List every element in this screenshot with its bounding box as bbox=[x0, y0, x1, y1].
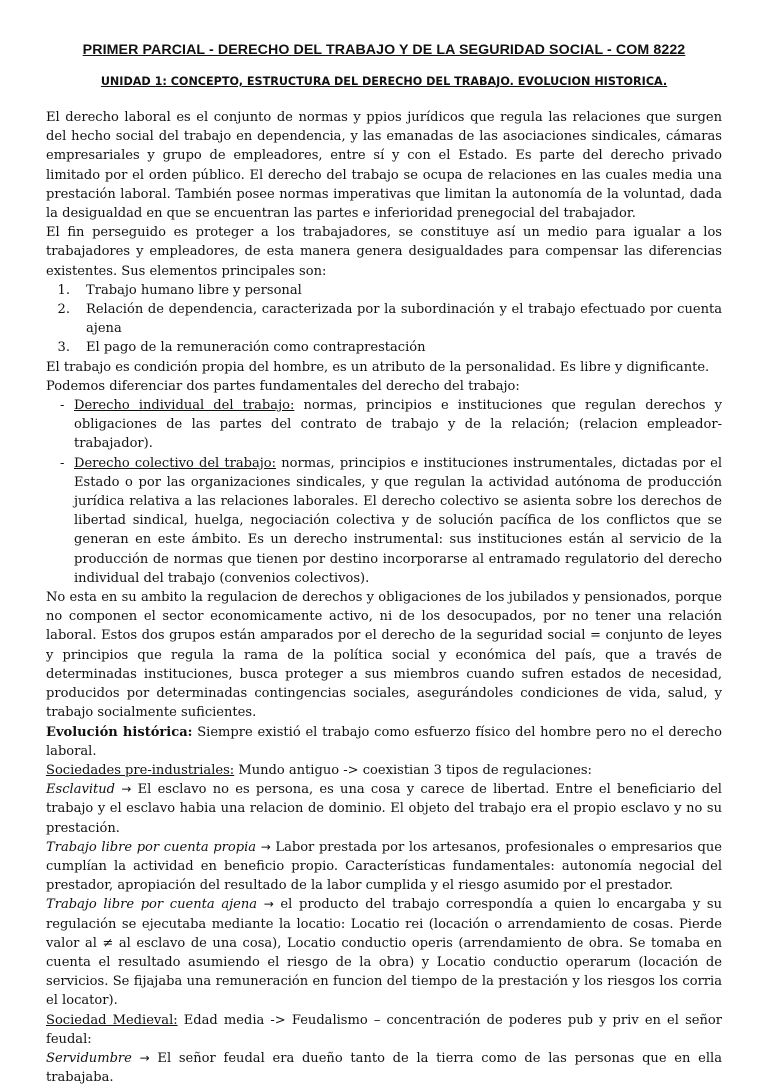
document-body bbox=[46, 108, 722, 1087]
parts-list bbox=[46, 396, 722, 588]
arrow-icon: → bbox=[139, 1050, 150, 1065]
list-item-text: Trabajo humano libre y personal bbox=[86, 282, 302, 298]
paragraph-social-security: No esta en su ambito la regulacion de derechos y obligaciones de los jubilados y pensionados, porque no componen el sector economicamente activo, ni de los desocupados, por no tener una relación laboral. Estos dos grupos están amparados por el derecho de la seguridad social = conjunto de leyes y principios que regula la rama de la política social y económica del país, que a través de determinadas instituciones, busca proteger a sus miembros cuando sufren estados de necesidad, producidos por determinadas contingencias sociales, asegurándoles condiciones de vida, salud, y trabajo socialmente suficientes. bbox=[46, 590, 722, 721]
list-item-text: Relación de dependencia, caracterizada por la subordinación y el trabajo efectuado por cuenta ajena bbox=[86, 302, 722, 337]
list-item-text: El pago de la remuneración como contraprestación bbox=[86, 340, 426, 356]
own-account-text: Labor prestada por los artesanos, profesionales o empresarios que cumplían la actividad en beneficio propio. Características fundamentales: autonomía negocial del prestador, apropiación del resultado de la labor cumplida y el riesgo asumido por el prestador. bbox=[46, 839, 722, 894]
document-title: PRIMER PARCIAL - DERECHO DEL TRABAJO Y DE LA SEGURIDAD SOCIAL - COM 8222 bbox=[82, 42, 686, 58]
paragraph-third-party-account bbox=[46, 895, 722, 1010]
medieval-label: Sociedad Medieval: bbox=[46, 1012, 178, 1028]
list-item bbox=[46, 300, 722, 338]
term-individual: Derecho individual del trabajo: bbox=[74, 398, 295, 414]
arrow-icon: → bbox=[260, 839, 271, 854]
servitude-label: Servidumbre bbox=[46, 1050, 132, 1066]
paragraph-evolution bbox=[46, 723, 722, 761]
list-item-text bbox=[74, 396, 722, 454]
third-party-text: el producto del trabajo correspondía a quien lo encargaba y su regulación se ejecutaba mediante la locatio: Locatio rei (locación o arrendamiento de cosas. Pierde valor al ≠ al esclavo de una cosa), Locatio conductio operis (arrendamiento de obra. Se tomaba en cuenta el resultado asumiendo el riesgo de la obra) y Locatio conductio operarum (locación de servicios. Se fijajaba una remuneración en funcion del tiempo de la prestación y los riesgos los corria el locator). bbox=[46, 897, 722, 1009]
list-item bbox=[46, 338, 722, 357]
own-account-label: Trabajo libre por cuenta propia bbox=[46, 839, 257, 855]
preindustrial-text: Mundo antiguo -> coexistian 3 tipos de regulaciones: bbox=[234, 762, 592, 778]
list-number: 1. bbox=[57, 282, 70, 298]
paragraph-medieval bbox=[46, 1011, 722, 1049]
paragraph-parts-intro: Podemos diferenciar dos partes fundamentales del derecho del trabajo: bbox=[46, 378, 520, 394]
paragraph-slavery bbox=[46, 780, 722, 838]
evolution-label: Evolución histórica: bbox=[46, 724, 193, 740]
arrow-icon: → bbox=[121, 782, 132, 797]
term-collective: Derecho colectivo del trabajo: bbox=[74, 455, 277, 471]
third-party-label: Trabajo libre por cuenta ajena bbox=[46, 897, 258, 913]
unit-heading: UNIDAD 1: CONCEPTO, ESTRUCTURA DEL DERECHO DEL TRABAJO. EVOLUCION HISTORICA. bbox=[100, 75, 668, 88]
arrow-icon: → bbox=[263, 897, 274, 912]
list-item-text bbox=[74, 454, 722, 588]
servitude-text: El señor feudal era dueño tanto de la tierra como de las personas que en ella trabajaba. bbox=[46, 1050, 722, 1086]
paragraph-purpose: El fin perseguido es proteger a los trabajadores, se constituye así un medio para igualar a los trabajadores y empleadores, de esta manera genera desigualdades para compensar las diferencias existentes. Sus elementos principales son: bbox=[46, 225, 722, 279]
preindustrial-label: Sociedades pre-industriales: bbox=[46, 762, 235, 778]
evolution-text: Siempre existió el trabajo como esfuerzo físico del hombre pero no el derecho laboral. bbox=[46, 724, 722, 759]
slavery-text: El esclavo no es persona, es una cosa y carece de libertad. Entre el beneficiario del trabajo y el esclavo habia una relacion de dominio. El objeto del trabajo era el propio esclavo y no su prestación. bbox=[46, 782, 722, 836]
slavery-label: Esclavitud bbox=[46, 782, 116, 798]
paragraph-servitude bbox=[46, 1049, 722, 1087]
term-collective-text: normas, principios e instituciones instrumentales, dictadas por el Estado o por las organizaciones sindicales, y que regulan la actividad autónoma de producción jurídica relativa a las relaciones laborales. El derecho colectivo se asienta sobre los derechos de libertad sindical, huelga, negociación colectiva y de solución pacífica de los conflictos que se generan en este ámbito. Es un derecho instrumental: sus instituciones están al servicio de la producción de normas que tienen por destino incorporarse al entramado regulatorio del derecho individual del trabajo (convenios colectivos). bbox=[74, 455, 722, 586]
term-individual-text: normas, principios e instituciones que regulan derechos y obligaciones de las partes del contrato de trabajo y de la relación; (relacion empleador-trabajador). bbox=[74, 398, 722, 452]
list-dash: - bbox=[60, 455, 65, 471]
paragraph-own-account bbox=[46, 838, 722, 896]
list-dash: - bbox=[60, 398, 65, 414]
list-number: 2. bbox=[57, 302, 70, 318]
list-item bbox=[46, 396, 722, 454]
paragraph-definition: El derecho laboral es el conjunto de normas y ppios jurídicos que regula las relaciones que surgen del hecho social del trabajo en dependencia, y las emanadas de las asociaciones sindicales, cámaras empresariales y grupo de empleadores, entre sí y con el Estado. Es parte del derecho privado limitado por el orden público. El derecho del trabajo se ocupa de relaciones en las cuales media una prestación laboral. También posee normas imperativas que limitan la autonomía de la voluntad, dada la desigualdad en que se encuentran las partes e inferioridad prenegocial del trabajador. bbox=[46, 110, 722, 222]
list-item bbox=[46, 281, 722, 300]
paragraph-preindustrial bbox=[46, 761, 722, 780]
paragraph-dignity: El trabajo es condición propia del hombre, es un atributo de la personalidad. Es libre y dignificante. bbox=[46, 359, 710, 375]
elements-list bbox=[46, 281, 722, 358]
medieval-text: Edad media -> Feudalismo – concentración de poderes pub y priv en el señor feudal: bbox=[46, 1012, 722, 1047]
list-item bbox=[46, 454, 722, 588]
list-number: 3. bbox=[57, 340, 70, 356]
